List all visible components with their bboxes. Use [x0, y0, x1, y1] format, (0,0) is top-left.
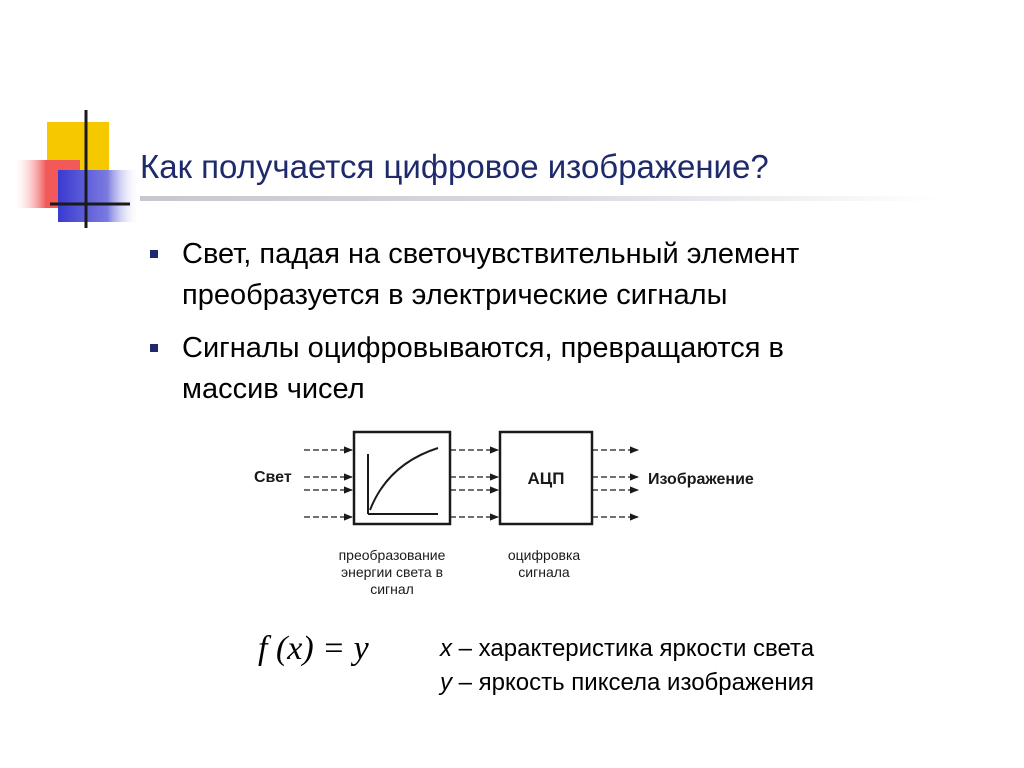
- legend-text: – характеристика яркости света: [452, 635, 815, 662]
- caption-adc-line: оцифровка: [507, 547, 581, 563]
- slide-title: Как получается цифровое изображение?: [140, 148, 769, 185]
- signal-diagram: [252, 420, 792, 610]
- formula-legend: [440, 632, 814, 700]
- bullet-item: [150, 328, 950, 410]
- bullet-line: Сигналы оцифровываются, превращаются в: [182, 332, 784, 364]
- bullet-square-icon: [150, 344, 158, 352]
- input-arrows: [304, 450, 352, 517]
- caption-adc-line: сигнала: [518, 564, 570, 580]
- deco-blue-band: [58, 170, 140, 222]
- corner-decoration: [0, 0, 160, 240]
- formula: f (x) = y: [258, 630, 369, 667]
- bullet-list: [150, 234, 950, 422]
- output-arrows: [592, 450, 638, 517]
- title-underline: [140, 196, 940, 201]
- middle-arrows: [450, 450, 498, 517]
- caption-converter-line: преобразование: [338, 547, 446, 563]
- bullet-square-icon: [150, 250, 158, 258]
- legend-var: y: [440, 669, 452, 696]
- legend-text: – яркость пиксела изображения: [452, 669, 815, 696]
- output-label: Изображение: [648, 471, 754, 488]
- bullet-item: [150, 234, 950, 316]
- legend-line: [440, 632, 814, 666]
- input-label: Свет: [254, 469, 292, 486]
- caption-converter-line: сигнал: [370, 581, 414, 597]
- legend-line: [440, 666, 814, 700]
- adc-label: АЦП: [527, 469, 565, 488]
- bullet-line: Свет, падая на светочувствительный элемент: [182, 238, 800, 270]
- bullet-line: преобразуется в электрические сигналы: [182, 279, 728, 311]
- bullet-line: массив чисел: [182, 373, 365, 405]
- caption-converter-line: энергии света в: [340, 564, 444, 580]
- legend-var: x: [440, 635, 452, 662]
